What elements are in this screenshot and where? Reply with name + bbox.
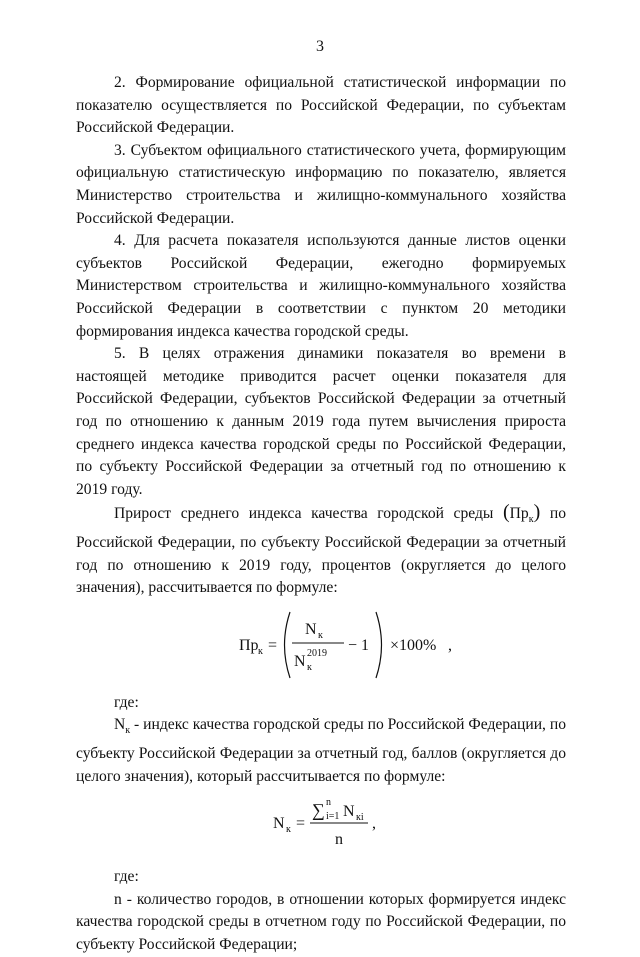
formula-1-den-sup: 2019 — [307, 647, 327, 659]
formula-1-left-paren — [285, 612, 291, 678]
formula-1-minus-one: − 1 — [348, 636, 370, 654]
definition-n: n - количество городов, в отношении которых формируется индекс качества городской среды в отчетном году по Российской Федерации, по субъекту Российской Федерации; — [76, 890, 566, 954]
paragraph-5: 5. В целях отражения динамики показателя во времени в настоящей методике приводится расчет оценки показателя для Российской Федерации, субъектов Российской Федерации за отчетный год по отношению к данным 2019 года путем вычисления прироста среднего индекса качества городской среды по Российской Федерации, по субъекту Российской Федерации за отчетный год по отношению к 2019 году. — [76, 345, 566, 498]
growth-symbol-sub: к — [528, 514, 534, 526]
paragraph-6-lead: Прирост среднего индекса качества городской среды — [114, 505, 494, 523]
formula-2-trail: , — [372, 815, 376, 833]
formula-index-svg — [76, 792, 566, 854]
where-label-1: где: — [114, 693, 139, 711]
formula-index — [76, 792, 566, 854]
formula-2-sum: ∑ — [312, 800, 325, 821]
definition-nk — [76, 714, 566, 788]
formula-1-den: N — [294, 652, 306, 670]
formula-2-sum-upper: n — [326, 797, 331, 809]
formula-2-lhs-sub: к — [286, 824, 291, 836]
formula-2-num-sub: кi — [356, 812, 364, 824]
paragraph-6-rest: по Российской Федерации, по субъекту Российской Федерации за отчетный год по отношению к 2019 году, процентов (округляется до целого значения), рассчитывается по формуле: — [76, 505, 567, 597]
where-label-2: где: — [114, 868, 139, 886]
formula-1-lhs: Пр — [239, 636, 259, 654]
formula-2-num: N — [343, 803, 355, 821]
formula-growth-svg — [76, 606, 566, 684]
nk-symbol-sub: к — [125, 725, 131, 737]
formula-1-den-sub: к — [307, 661, 312, 673]
formula-1-lhs-sub: к — [258, 645, 263, 657]
growth-symbol-inline: $(Пр_к)$ — [503, 501, 541, 526]
formula-2-sum-lower: i=1 — [326, 811, 340, 823]
nk-definition-text: - индекс качества городской среды по Российской Федерации, по субъекту Российской Федерации за отчетный год, баллов (округляется до целого значения), который рассчитывается по формуле: — [76, 716, 567, 785]
paragraph-2: 2. Формирование официальной статистической информации по показателю осуществляется по Российской Федерации, по субъектам Российской Федерации. — [76, 74, 566, 137]
paragraph-6 — [76, 501, 566, 599]
formula-1-equals: = — [268, 636, 278, 654]
formula-1-trail: , — [448, 636, 452, 654]
nk-symbol: N — [114, 716, 126, 734]
paragraph-3: 3. Субъектом официального статистического учета, формирующим официальную статистическую информацию по показателю, является Министерство строительства и жилищно-коммунального хозяйства Российской Федерации. — [76, 141, 566, 227]
formula-1-num: N — [305, 620, 317, 638]
paragraph-4: 4. Для расчета показателя используются данные листов оценки субъектов Российской Федерации, ежегодно формируемых Министерством строительства и жилищно-коммунального хозяйства Российской Федерации в соответствии с пунктом 20 методики формирования индекса качества городской среды. — [76, 232, 566, 340]
document-body — [76, 72, 566, 957]
formula-1-times: ×100% — [390, 636, 437, 654]
formula-1-right-paren — [376, 612, 382, 678]
formula-1-num-sub: к — [318, 629, 323, 641]
page-number: 3 — [316, 38, 324, 55]
formula-growth — [76, 606, 566, 684]
growth-symbol: Пр — [509, 505, 529, 523]
formula-2-equals: = — [296, 815, 306, 833]
formula-2-lhs: N — [273, 815, 285, 833]
formula-2-den: n — [335, 831, 343, 849]
